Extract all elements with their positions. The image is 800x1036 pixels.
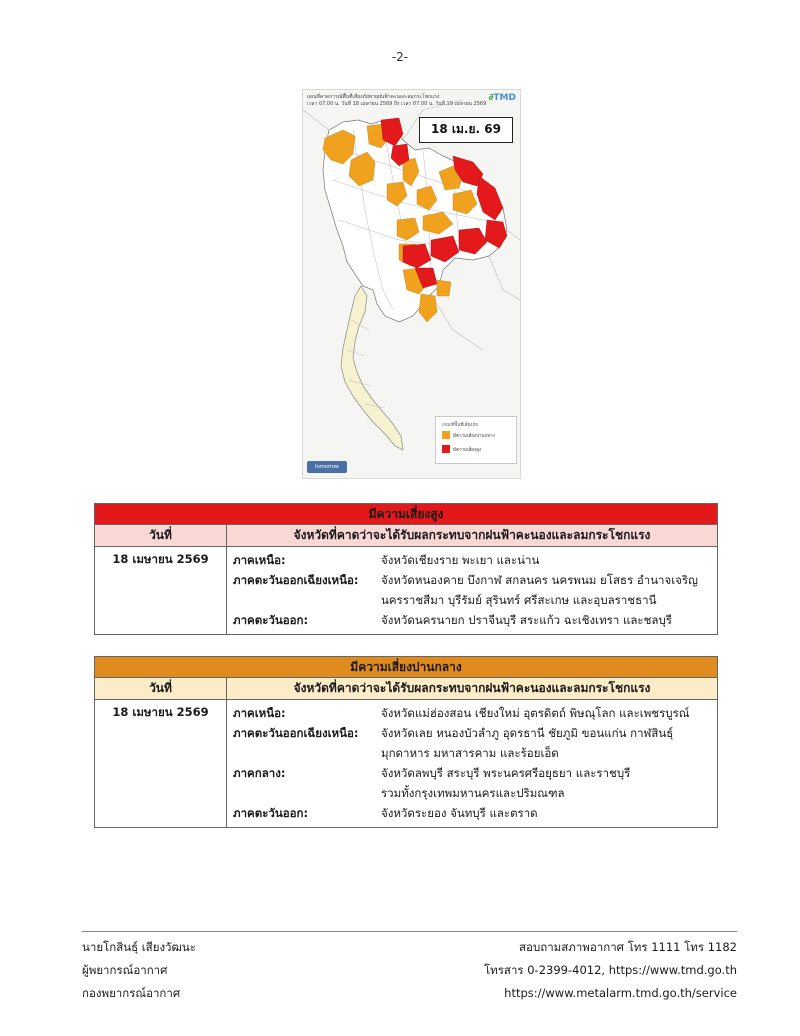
region-row-north xyxy=(233,550,711,570)
contact-fax-website[interactable]: โทรสาร 0-2399-4012, https://www.tmd.go.th xyxy=(484,963,737,977)
high-risk-table xyxy=(94,503,718,635)
footer-divider xyxy=(82,931,737,932)
region-provinces xyxy=(381,703,711,723)
tomorrow-badge: tomorrow xyxy=(307,461,347,473)
footer-contact xyxy=(484,936,737,1005)
regions-cell xyxy=(227,547,718,635)
region-name: ภาคตะวันออกเฉียงเหนือ: xyxy=(233,726,359,740)
map-header xyxy=(307,94,487,107)
region-row-northeast xyxy=(233,723,711,763)
provinces-line: นครราชสีมา บุรีรัมย์ สุรินทร์ ศรีสะเกษ และอุบลราชธานี xyxy=(381,593,657,607)
region-row-east xyxy=(233,610,711,630)
table-row xyxy=(95,700,718,828)
region-name: ภาคตะวันออกเฉียงเหนือ: xyxy=(233,573,359,587)
provinces-column-header: จังหวัดที่คาดว่าจะได้รับผลกระทบจากฝนฟ้าคะนองและลมกระโชกแรง xyxy=(227,525,718,547)
provinces-line: รวมทั้งกรุงเทพมหานครและปริมณฑล xyxy=(381,786,565,800)
region-provinces xyxy=(381,570,711,610)
region-name: ภาคเหนือ: xyxy=(233,553,286,567)
region-name: ภาคกลาง: xyxy=(233,766,286,780)
provinces-line: จังหวัดระยอง จันทบุรี และตราด xyxy=(381,806,538,820)
region-provinces xyxy=(381,550,711,570)
region-name: ภาคตะวันออก: xyxy=(233,613,309,627)
contact-service-link[interactable]: https://www.metalarm.tmd.go.th/service xyxy=(504,986,737,1000)
region-name: ภาคเหนือ: xyxy=(233,706,286,720)
map-header-line: เวลา 07.00 น. วันที่ 18 เมษายน 2569 ถึง เวลา 07.00 น. วันที่ 19 เมษายน 2569 xyxy=(307,100,487,107)
tmd-logo: ∂TMD xyxy=(488,93,516,103)
tmd-logo-text: TMD xyxy=(493,93,516,103)
provinces-line: มุกดาหาร มหาสารคาม และร้อยเอ็ด xyxy=(381,746,559,760)
date-column-header: วันที่ xyxy=(95,678,227,700)
page-number: -2- xyxy=(391,50,409,64)
legend-swatch-medium xyxy=(442,431,450,439)
region-row-north xyxy=(233,703,711,723)
forecaster-title: ผู้พยากรณ์อากาศ xyxy=(82,963,168,977)
region-row-central xyxy=(233,763,711,803)
map-header-line: แผนที่คาดการณ์พื้นที่เสี่ยงภัยพายุฝนฟ้าคะนอง-ลมกระโชกแรง xyxy=(307,94,440,100)
legend-item-medium xyxy=(442,431,495,439)
contact-phone: สอบถามสภาพอากาศ โทร 1111 โทร 1182 xyxy=(519,940,737,954)
high-risk-banner: มีความเสี่ยงสูง xyxy=(95,504,718,525)
region-row-northeast xyxy=(233,570,711,610)
region-provinces xyxy=(381,803,711,823)
regions-cell xyxy=(227,700,718,828)
date-column-header: วันที่ xyxy=(95,525,227,547)
forecaster-division: กองพยากรณ์อากาศ xyxy=(82,986,181,1000)
legend-swatch-high xyxy=(442,445,450,453)
provinces-line: จังหวัดเชียงราย พะเยา และน่าน xyxy=(381,553,540,567)
medium-risk-banner: มีความเสี่ยงปานกลาง xyxy=(95,657,718,678)
provinces-line: จังหวัดเลย หนองบัวลำภู อุดรธานี ชัยภูมิ ขอนแก่น กาฬสินธุ์ xyxy=(381,726,674,740)
legend-label-medium: มีความเสี่ยงปานกลาง xyxy=(453,433,495,439)
date-cell: 18 เมษายน 2569 xyxy=(95,547,227,635)
footer-signatory xyxy=(82,936,196,1005)
legend-item-high xyxy=(442,445,481,453)
region-row-east xyxy=(233,803,711,823)
legend-title: เกณฑ์พื้นที่เสี่ยงภัย xyxy=(442,423,478,428)
forecaster-name: นายโกสินธุ์ เสียงวัฒนะ xyxy=(82,940,196,954)
legend-label-high: มีความเสี่ยงสูง xyxy=(453,447,482,453)
region-provinces xyxy=(381,723,711,763)
provinces-line: จังหวัดหนองคาย บึงกาฬ สกลนคร นครพนม ยโสธร อำนาจเจริญ xyxy=(381,573,698,587)
map-date-label: 18 เม.ย. 69 xyxy=(419,117,513,143)
region-name: ภาคตะวันออก: xyxy=(233,806,309,820)
table-row xyxy=(95,547,718,635)
provinces-line: จังหวัดนครนายก ปราจีนบุรี สระแก้ว ฉะเชิงเทรา และชลบุรี xyxy=(381,613,672,627)
provinces-line: จังหวัดลพบุรี สระบุรี พระนครศรีอยุธยา และราชบุรี xyxy=(381,766,631,780)
risk-map xyxy=(302,89,521,479)
region-provinces xyxy=(381,763,711,803)
provinces-line: จังหวัดแม่ฮ่องสอน เชียงใหม่ อุตรดิตถ์ พิษณุโลก และเพชรบูรณ์ xyxy=(381,706,690,720)
region-provinces xyxy=(381,610,711,630)
date-cell: 18 เมษายน 2569 xyxy=(95,700,227,828)
map-legend xyxy=(435,416,517,464)
provinces-column-header: จังหวัดที่คาดว่าจะได้รับผลกระทบจากฝนฟ้าคะนองและลมกระโชกแรง xyxy=(227,678,718,700)
medium-risk-table xyxy=(94,656,718,828)
